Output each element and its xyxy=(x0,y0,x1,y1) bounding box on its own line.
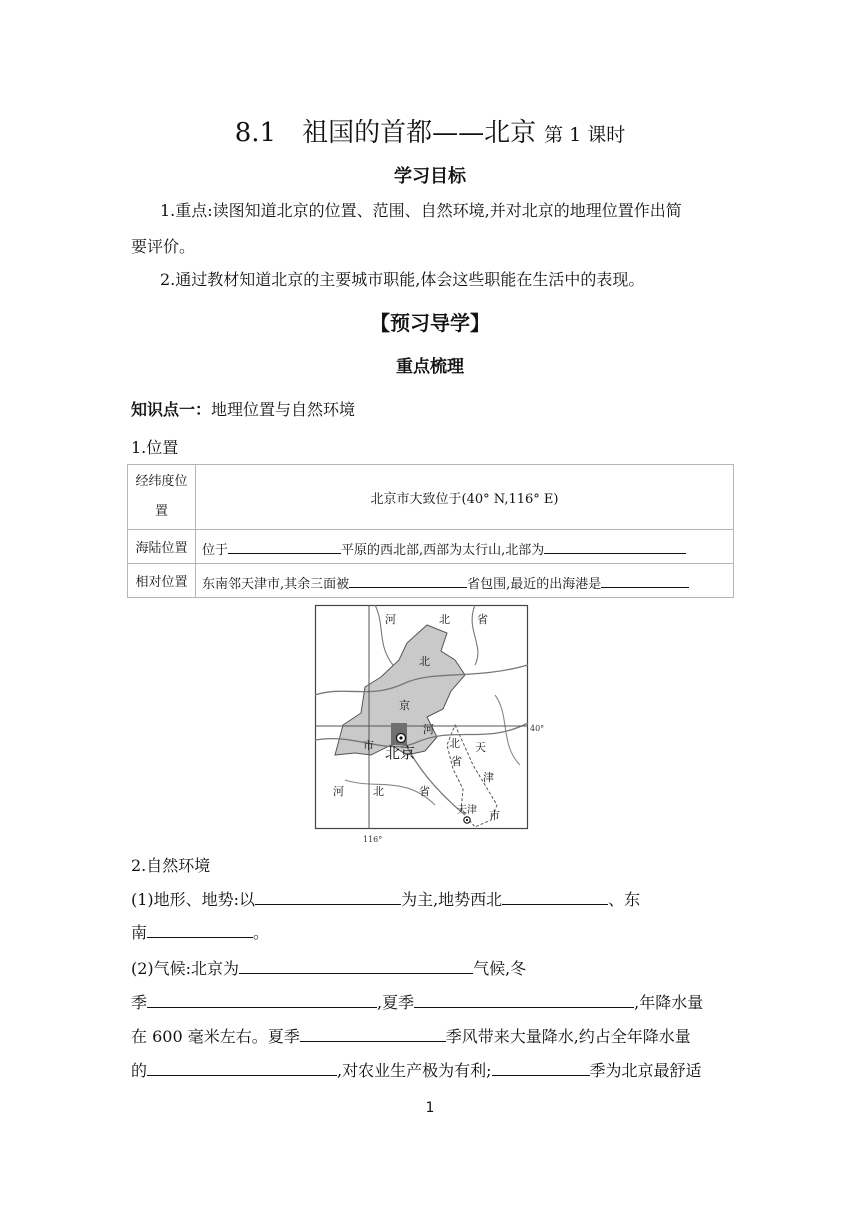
section-subheading: 重点梳理 xyxy=(396,357,464,377)
nature-q1-line1: (1)地形、地势:以 为主,地势西北 、东 xyxy=(131,886,640,914)
lon-label: 116° xyxy=(363,835,383,844)
nature-q1-line2: 南 。 xyxy=(131,919,269,947)
goals-heading: 学习目标 xyxy=(394,166,466,187)
goal-2: 2.通过教材知道北京的主要城市职能,体会这些职能在生活中的表现。 xyxy=(160,270,645,289)
position-heading: 1.位置 xyxy=(131,438,179,457)
label-beijing-char-2: 京 xyxy=(399,699,410,712)
blank-winter[interactable] xyxy=(147,990,377,1008)
blank-north[interactable] xyxy=(544,536,686,554)
nature-q2-line1: (2)气候:北京为 气候,冬 xyxy=(131,955,526,983)
title-main: 8.1 祖国的首都——北京 xyxy=(234,118,537,148)
blank-percentage[interactable] xyxy=(147,1058,337,1076)
label-beijing-char-1: 北 xyxy=(419,655,430,668)
relative-content: 东南邻天津市,其余三面被 省包围,最近的出海港是 xyxy=(196,564,734,598)
goal-1-line-2: 要评价。 xyxy=(131,237,196,256)
page-title xyxy=(0,112,860,149)
knowledge-label: 知识点一： xyxy=(131,400,212,419)
label-hebei-top-2: 北 xyxy=(439,613,450,626)
label-hebei-bottom-2: 北 xyxy=(373,785,384,798)
blank-province[interactable] xyxy=(349,570,467,588)
label-tianjin-char-3: 市 xyxy=(489,809,500,822)
page-number: 1 xyxy=(425,1100,435,1116)
position-table xyxy=(127,464,734,598)
label-tianjin-city: 天津 xyxy=(457,805,477,816)
nature-q2-line2: 季 ,夏季 ,年降水量 xyxy=(131,989,703,1017)
label-beijing-char-3: 市 xyxy=(363,739,374,752)
label-hebei-bottom-1: 河 xyxy=(333,785,344,798)
blank-plain[interactable] xyxy=(228,536,341,554)
blank-southeast[interactable] xyxy=(147,920,253,938)
label-hebei-east-2: 北 xyxy=(449,737,460,750)
beijing-map xyxy=(315,605,545,844)
goal-1-line-1: 1.重点:读图知道北京的位置、范围、自然环境,并对北京的地理位置作出简 xyxy=(160,201,682,220)
label-hebei-top-1: 河 xyxy=(385,613,396,626)
blank-port[interactable] xyxy=(601,570,689,588)
nature-q2-line4: 的 ,对农业生产极为有利; 季为北京最舒适 xyxy=(131,1057,702,1085)
label-tianjin-char-2: 津 xyxy=(483,771,494,784)
blank-terrain[interactable] xyxy=(255,887,401,905)
blank-season[interactable] xyxy=(492,1058,590,1076)
lat-label: 40° xyxy=(530,724,545,733)
section-heading: 【预习导学】 xyxy=(370,311,490,335)
blank-summer[interactable] xyxy=(414,990,634,1008)
latlon-content: 北京市大致位于(40° N,116° E) xyxy=(196,465,734,530)
label-hebei-east-1: 河 xyxy=(423,723,434,736)
row-label-latlon: 经纬度位 置 xyxy=(128,465,196,530)
knowledge-text: 地理位置与自然环境 xyxy=(211,400,356,419)
label-capital: 北京 xyxy=(385,744,416,762)
knowledge-point-1 xyxy=(131,396,355,424)
label-hebei-bottom-3: 省 xyxy=(419,785,430,798)
blank-climate[interactable] xyxy=(239,956,473,974)
nature-q2-line3: 在 600 毫米左右。夏季 季风带来大量降水,约占全年降水量 xyxy=(131,1023,691,1051)
row-label-land-sea: 海陆位置 xyxy=(128,530,196,564)
blank-monsoon[interactable] xyxy=(300,1024,446,1042)
blank-northwest[interactable] xyxy=(502,887,608,905)
land-sea-content: 位于 平原的西北部,西部为太行山,北部为 xyxy=(196,530,734,564)
title-sub: 第 1 课时 xyxy=(544,124,626,146)
label-tianjin-char-1: 天 xyxy=(475,741,486,754)
label-hebei-east-3: 省 xyxy=(451,755,462,768)
table-row-land-sea xyxy=(128,530,734,564)
nature-heading: 2.自然环境 xyxy=(131,856,211,875)
table-row-latlon xyxy=(128,465,734,530)
label-hebei-top-3: 省 xyxy=(477,613,488,626)
row-label-relative: 相对位置 xyxy=(128,564,196,598)
table-row-relative xyxy=(128,564,734,598)
